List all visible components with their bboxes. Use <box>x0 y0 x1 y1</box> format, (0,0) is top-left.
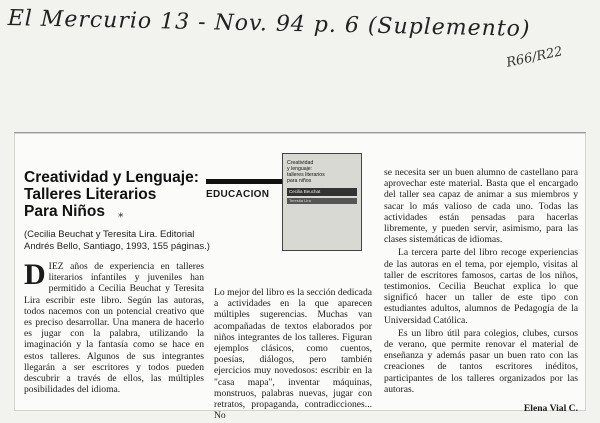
scribble-mark: ⁎ <box>118 208 124 220</box>
column-3-paragraph: Es un libro útil para colegios, clubes, cursos de verano, que permite renovar el material de enseñanza y además pasar un buen rato con las creaciones de tantos escritores inéditos, participantes de los talleres organizados por las autoras. <box>384 327 578 395</box>
handwritten-source-note: El Mercurio 13 - Nov. 94 p. 6 (Suplemento) <box>7 6 531 42</box>
book-cover-author-band: Cecilia Beuchat <box>287 188 357 196</box>
column-2-text: Lo mejor del libro es la sección dedicada a actividades en la que aparecen múltiples sugerencias. Muchas van acompañadas de textos elaborados por niños integrantes de los talleres. Figuran ejemplos clásicos, como cuentos, poesías, diálogos, pero también ejercicios muy novedosos: escribir en la "casa mapa", inventar máquinas, monstruos, palabras nuevas, jugar con retratos, propaganda, contradicciones... No <box>214 287 372 422</box>
book-cover-title: Creatividad y lenguaje: talleres literarios para niños <box>287 160 325 184</box>
book-credit: (Cecilia Beuchat y Teresita Lira. Editorial Andrés Bello, Santiago, 1993, 155 páginas.) <box>24 229 210 252</box>
article-column-2 <box>214 287 372 423</box>
article-column-3 <box>384 167 578 414</box>
column-3-paragraph: La tercera parte del libro recoge experiencias de las autoras en el tema, por ejemplo, visitas al taller de escritores famosos, cartas de los niños, testimonios. Cecilia Beuchat explica lo que significó hacer un taller de este tipo con estudiantes adultos, alumnos de Pedagogía de la Universidad Católica. <box>384 247 578 326</box>
book-cover-image <box>282 153 362 251</box>
title-line-2: Talleres Literarios <box>24 186 157 203</box>
section-label: EDUCACION <box>206 179 302 200</box>
article-author: Elena Vial C. <box>523 403 578 415</box>
title-line-3: Para Niños <box>24 203 105 220</box>
drop-cap: D <box>24 258 46 291</box>
newspaper-clipping <box>14 132 586 422</box>
title-line-1: Creatividad y Lenguaje: <box>24 169 199 186</box>
column-3-paragraph: se necesita ser un buen alumno de castellano para aprovechar este material. Basta que el encargado del taller sea capaz de animar a sus miembros y sacar lo más valioso de cada uno. Todas las actividades están pensadas para hacerlas libremente, y pueden servir, asimismo, para las clases sistemáticas de idiomas. <box>384 167 578 246</box>
article-column-1 <box>24 258 204 396</box>
column-1-text: IEZ años de experiencia en talleres literarios infantiles y juveniles han permitido a Cecilia Beuchat y Teresita Lira escribir este libro. Según las autoras, todos nacemos con un potencial creativo que es preciso desarrollar. Una manera de hacerlo es jugar con la palabra, utilizando la imaginación y la fantasía como se hace en estos talleres. Algunos de sus integrantes llegarán a ser escritores y todos pueden descubrir a través de ellos, las múltiples posibilidades del idioma. <box>24 261 204 396</box>
book-cover-subtitle-band: Teresita Lira <box>287 198 357 204</box>
archive-stamp: R66/R22 <box>505 44 564 71</box>
